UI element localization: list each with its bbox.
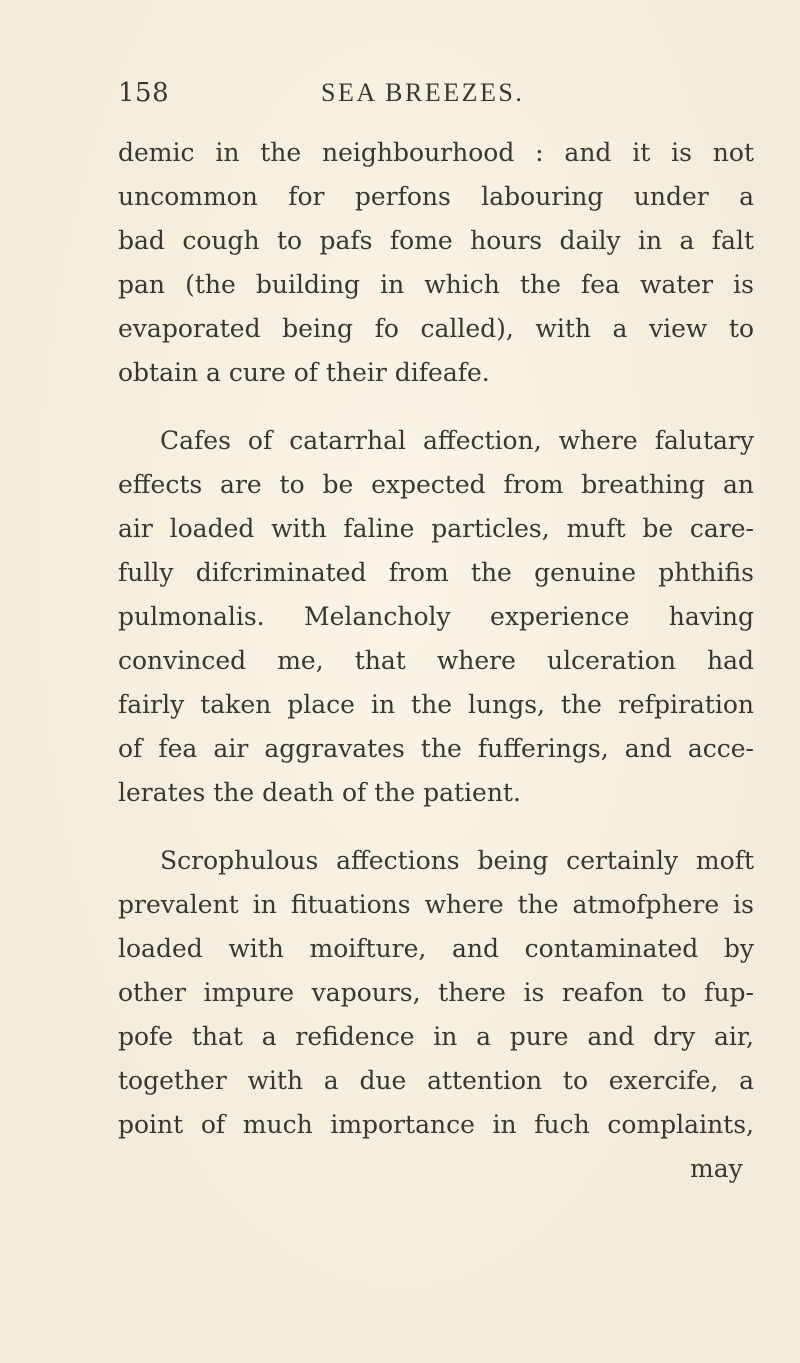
running-head: SEA BREEZES. (321, 78, 525, 107)
text-line: pofe that a refidence in a pure and dry air, (118, 1022, 754, 1051)
text-line: air loaded with faline particles, muft be care- (118, 514, 754, 543)
text-line: fairly taken place in the lungs, the refpiration (118, 690, 754, 719)
text-line: loaded with moifture, and contaminated by (118, 934, 754, 963)
page-number: 158 (118, 78, 170, 108)
text-line: effects are to be expected from breathing an (118, 470, 754, 499)
text-line: pulmonalis. Melancholy experience having (118, 602, 754, 631)
page-header (118, 78, 748, 118)
text-line: bad cough to pafs fome hours daily in a falt (118, 226, 754, 255)
text-line: prevalent in fituations where the atmofphere is (118, 890, 754, 919)
text-line: obtain a cure of their difeafe. (118, 358, 490, 387)
text-line: together with a due attention to exercife, a (118, 1066, 754, 1095)
text-line: convinced me, that where ulceration had (118, 646, 754, 675)
text-line: Cafes of catarrhal affection, where falutary (160, 426, 754, 455)
text-line: fully difcriminated from the genuine phthifis (118, 558, 754, 587)
text-line: Scrophulous affections being certainly moft (160, 846, 754, 875)
text-line: demic in the neighbourhood : and it is not (118, 138, 754, 167)
catchword: may (690, 1154, 743, 1183)
text-line: point of much importance in fuch complaints, (118, 1110, 754, 1139)
text-line: lerates the death of the patient. (118, 778, 521, 807)
text-line: evaporated being fo called), with a view to (118, 314, 754, 343)
text-line: of fea air aggravates the fufferings, and acce- (118, 734, 754, 763)
text-line: pan (the building in which the fea water is (118, 270, 754, 299)
text-line: other impure vapours, there is reafon to fup- (118, 978, 754, 1007)
text-line: uncommon for perfons labouring under a (118, 182, 754, 211)
